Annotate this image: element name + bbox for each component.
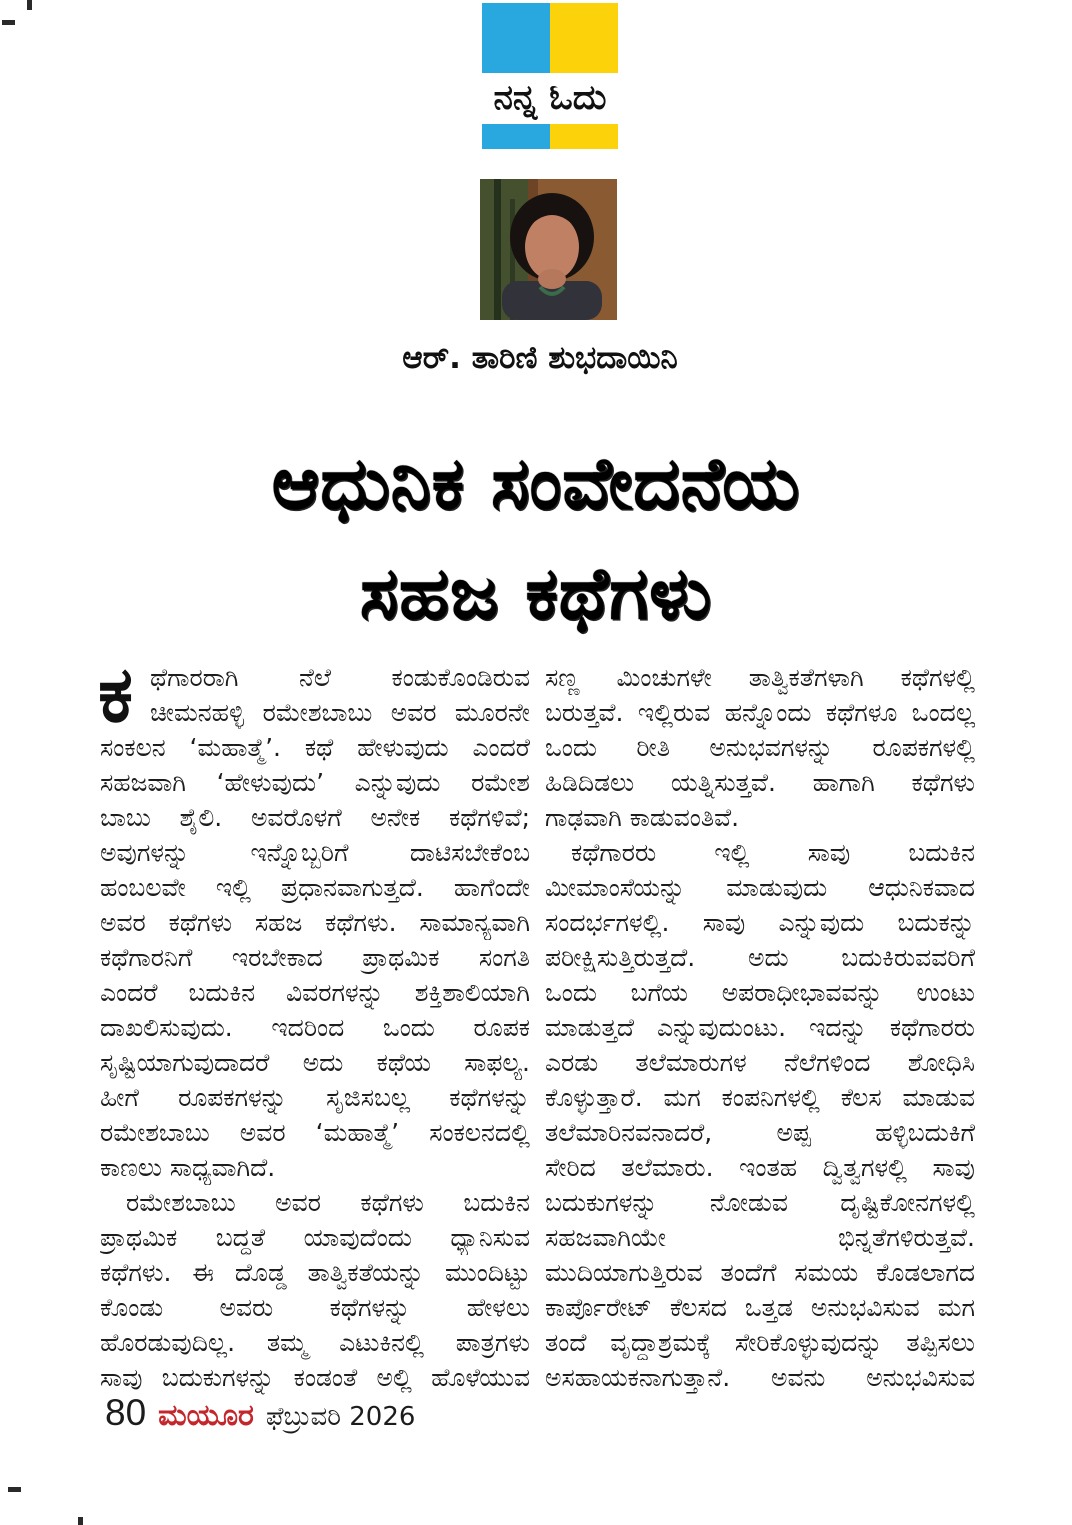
text-line: ಸಹಜವಾಗಿ ‘ಹೇಳುವುದು’ ಎನ್ನುವುದು ರಮೇಶ xyxy=(100,768,530,797)
issue-date: ಫೆಬ್ರುವರಿ 2026 xyxy=(265,1402,416,1432)
text-line: ಮಾಡುತ್ತದೆ ಎನ್ನುವುದುಂಟು. ಇದನ್ನು ಕಥೆಗಾರರು xyxy=(545,1013,975,1042)
text-line: ಕಥೆಗಾರರು ಇಲ್ಲಿ ಸಾವು ಬದುಕಿನ xyxy=(571,838,975,867)
text-line: ಒಂದು ಬಗೆಯ ಅಪರಾಧೀಭಾವವನ್ನು ಉಂಟು xyxy=(545,978,975,1007)
masthead-blue-strip xyxy=(482,124,550,149)
text-line: ಕಾಣಲು ಸಾಧ್ಯವಾಗಿದೆ. xyxy=(100,1153,276,1182)
text-line: ತಲೆಮಾರಿನವನಾದರೆ, ಅಪ್ಪ ಹಳ್ಳಿಬದುಕಿಗೆ xyxy=(545,1118,975,1147)
article-column-right xyxy=(545,660,975,1395)
crop-mark-bottom-vertical xyxy=(78,1517,83,1525)
text-line: ಗಾಢವಾಗಿ ಕಾಡುವಂತಿವೆ. xyxy=(545,803,740,832)
text-line: ಹಿಡಿದಿಡಲು ಯತ್ನಿಸುತ್ತವೆ. ಹಾಗಾಗಿ ಕಥೆಗಳು xyxy=(545,768,975,797)
text-line: ಬದುಕುಗಳನ್ನು ನೋಡುವ ದೃಷ್ಟಿಕೋನಗಳಲ್ಲಿ xyxy=(545,1188,975,1217)
masthead-color-block-strip xyxy=(482,124,618,149)
masthead-yellow-strip xyxy=(550,124,618,149)
drop-cap: ಕ xyxy=(98,650,134,740)
text-line: ಸಹಜವಾಗಿಯೇ ಭಿನ್ನತೆಗಳಿರುತ್ತವೆ. xyxy=(545,1223,975,1252)
crop-mark-bottom-horizontal xyxy=(8,1487,21,1492)
text-line: ಅಸಹಾಯಕನಾಗುತ್ತಾನೆ. ಅವನು ಅನುಭವಿಸುವ xyxy=(545,1363,975,1392)
text-line: ಪ್ರಾಥಮಿಕ ಬದ್ಧತೆ ಯಾವುದೆಂದು ಧ್ಯಾನಿಸುವ xyxy=(100,1223,530,1252)
text-line: ಕೊಂಡು ಅವರು ಕಥೆಗಳನ್ನು ಹೇಳಲು xyxy=(100,1293,530,1322)
text-line: ರಮೇಶಬಾಬು ಅವರ ‘ಮಹಾತ್ಮೆ’ ಸಂಕಲನದಲ್ಲಿ xyxy=(100,1118,530,1147)
text-line: ಸೇರಿದ ತಲೆಮಾರು. ಇಂತಹ ದ್ವಿತ್ವಗಳಲ್ಲಿ ಸಾವು xyxy=(545,1153,975,1182)
crop-mark-top-horizontal xyxy=(2,20,15,25)
text-line: ತಂದೆ ವೃದ್ಧಾಶ್ರಮಕ್ಕೆ ಸೇರಿಕೊಳ್ಳುವುದನ್ನು ತಪ್ಪಿಸಲು xyxy=(545,1328,975,1357)
article-title-line2: ಸಹಜ ಕಥೆಗಳು xyxy=(359,551,713,635)
text-line: ಚೀಮನಹಳ್ಳಿ ರಮೇಶಬಾಬು ಅವರ ಮೂರನೇ xyxy=(150,698,530,727)
text-line: ಮುದಿಯಾಗುತ್ತಿರುವ ತಂದೆಗೆ ಸಮಯ ಕೊಡಲಾಗದ xyxy=(545,1258,975,1287)
text-line: ಕೊಳ್ಳುತ್ತಾರೆ. ಮಗ ಕಂಪನಿಗಳಲ್ಲಿ ಕೆಲಸ ಮಾಡುವ xyxy=(545,1083,975,1112)
article-title xyxy=(0,428,1072,648)
author-photo-image xyxy=(480,179,617,320)
article-title-line1: ಆಧುನಿಕ ಸಂವೇದನೆಯ xyxy=(271,441,801,525)
page-footer xyxy=(105,1392,415,1432)
text-line: ಹೊರಡುವುದಿಲ್ಲ. ತಮ್ಮ ಎಟುಕಿನಲ್ಲಿ ಪಾತ್ರಗಳು xyxy=(100,1328,530,1357)
text-line: ಎರಡು ತಲೆಮಾರುಗಳ ನೆಲೆಗಳಿಂದ ಶೋಧಿಸಿ xyxy=(545,1048,975,1077)
author-name: ಆರ್. ತಾರಿಣಿ ಶುಭದಾಯಿನಿ xyxy=(402,340,678,376)
author-photo xyxy=(480,179,617,320)
section-title: ನನ್ನ ಓದು xyxy=(455,73,645,123)
text-line: ಮೀಮಾಂಸೆಯನ್ನು ಮಾಡುವುದು ಆಧುನಿಕವಾದ xyxy=(545,873,975,902)
text-line: ಸೃಷ್ಟಿಯಾಗುವುದಾದರೆ ಅದು ಕಥೆಯ ಸಾಫಲ್ಯ. xyxy=(100,1048,530,1077)
masthead-blue-square xyxy=(482,3,550,76)
paragraph-4 xyxy=(545,835,975,1395)
text-line: ಸಣ್ಣ ಮಿಂಚುಗಳೇ ತಾತ್ವಿಕತೆಗಳಾಗಿ ಕಥೆಗಳಲ್ಲಿ xyxy=(545,663,975,692)
text-line: ಸಂದರ್ಭಗಳಲ್ಲಿ. ಸಾವು ಎನ್ನುವುದು ಬದುಕನ್ನು xyxy=(545,908,975,937)
text-line: ಸಂಕಲನ ‘ಮಹಾತ್ಮೆ’. ಕಥೆ ಹೇಳುವುದು ಎಂದರೆ xyxy=(100,733,530,762)
text-line: ಎಂದರೆ ಬದುಕಿನ ವಿವರಗಳನ್ನು ಶಕ್ತಿಶಾಲಿಯಾಗಿ xyxy=(100,978,530,1007)
text-line: ಬರುತ್ತವೆ. ಇಲ್ಲಿರುವ ಹನ್ನೊಂದು ಕಥೆಗಳೂ ಒಂದಲ್ಲ xyxy=(545,698,975,727)
magazine-logo: ಮಯೂರ xyxy=(158,1398,254,1433)
text-line: ಹೀಗೆ ರೂಪಕಗಳನ್ನು ಸೃಜಿಸಬಲ್ಲ ಕಥೆಗಳನ್ನು xyxy=(100,1083,530,1112)
article-column-left xyxy=(98,650,530,1395)
text-line: ಬಾಬು ಶೈಲಿ. ಅವರೊಳಗೆ ಅನೇಕ ಕಥೆಗಳಿವೆ; xyxy=(100,803,530,832)
text-line: ದಾಖಲಿಸುವುದು. ಇದರಿಂದ ಒಂದು ರೂಪಕ xyxy=(100,1013,530,1042)
text-line: ರಮೇಶಬಾಬು ಅವರ ಕಥೆಗಳು ಬದುಕಿನ xyxy=(126,1188,530,1217)
paragraph-2 xyxy=(100,1185,530,1395)
paragraph-1 xyxy=(98,650,530,1185)
text-line: ಕಥೆಗಾರನಿಗೆ ಇರಬೇಕಾದ ಪ್ರಾಥಮಿಕ ಸಂಗತಿ xyxy=(100,943,530,972)
text-line: ಕಾರ್ಪೊರೇಟ್ ಕೆಲಸದ ಒತ್ತಡ ಅನುಭವಿಸುವ ಮಗ xyxy=(545,1293,975,1322)
text-line: ಕಥೆಗಳು. ಈ ದೊಡ್ಡ ತಾತ್ವಿಕತೆಯನ್ನು ಮುಂದಿಟ್ಟು xyxy=(100,1258,530,1287)
masthead-color-block-top xyxy=(482,3,618,76)
text-line: ಅವುಗಳನ್ನು ಇನ್ನೊಬ್ಬರಿಗೆ ದಾಟಿಸಬೇಕೆಂಬ xyxy=(100,838,530,867)
masthead-yellow-square xyxy=(550,3,618,76)
text-line: ಸಾವು ಬದುಕುಗಳನ್ನು ಕಂಡಂತೆ ಅಲ್ಲಿ ಹೊಳೆಯುವ xyxy=(100,1363,530,1392)
text-line: ಅವರ ಕಥೆಗಳು ಸಹಜ ಕಥೆಗಳು. ಸಾಮಾನ್ಯವಾಗಿ xyxy=(100,908,530,937)
text-line: ಹಂಬಲವೇ ಇಲ್ಲಿ ಪ್ರಧಾನವಾಗುತ್ತದೆ. ಹಾಗೆಂದೇ xyxy=(100,873,530,902)
text-line: ಒಂದು ರೀತಿ ಅನುಭವಗಳನ್ನು ರೂಪಕಗಳಲ್ಲಿ xyxy=(545,733,975,762)
text-line: ಥೆಗಾರರಾಗಿ ನೆಲೆ ಕಂಡುಕೊಂಡಿರುವ xyxy=(150,663,530,692)
page-number: 80 xyxy=(105,1392,147,1433)
text-line: ಪರೀಕ್ಷಿಸುತ್ತಿರುತ್ತದೆ. ಅದು ಬದುಕಿರುವವರಿಗೆ xyxy=(545,943,975,972)
paragraph-3 xyxy=(545,660,975,835)
crop-mark-top-vertical xyxy=(27,0,32,10)
